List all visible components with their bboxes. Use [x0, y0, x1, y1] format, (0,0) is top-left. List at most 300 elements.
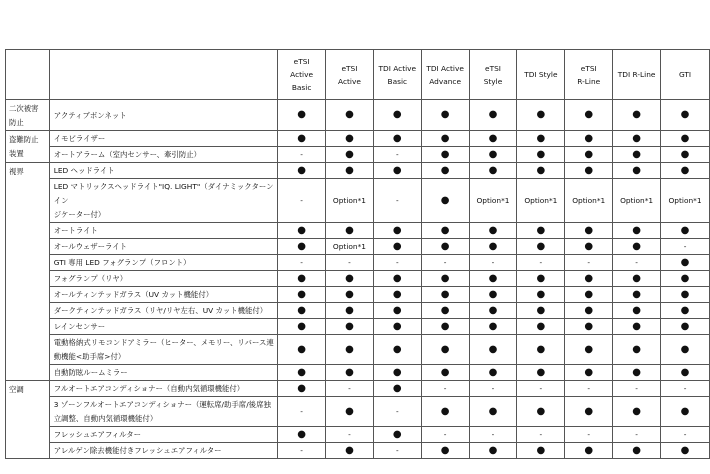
value-cell [373, 381, 421, 397]
value-cell [661, 147, 710, 163]
value-cell [613, 147, 661, 163]
standard-mark: ● [536, 366, 546, 378]
standard-mark: ● [440, 148, 450, 160]
standard-mark: ● [345, 304, 354, 316]
standard-mark: ● [632, 148, 641, 160]
not-available-mark: - [300, 445, 303, 455]
value-cell [661, 223, 710, 239]
standard-mark: ● [536, 132, 546, 144]
value-cell [613, 397, 661, 427]
value-cell [373, 255, 421, 271]
value-cell [326, 131, 374, 147]
value-cell [661, 365, 710, 381]
value-cell [613, 239, 661, 255]
table-row [6, 397, 710, 427]
column-header-line: Basic [291, 83, 312, 92]
value-cell [421, 223, 469, 239]
value-cell [373, 443, 421, 459]
standard-mark: ● [488, 304, 498, 316]
standard-mark: ● [297, 366, 306, 378]
value-cell [517, 223, 565, 239]
value-cell [469, 147, 517, 163]
value-cell [565, 365, 613, 381]
standard-mark: ● [584, 164, 594, 176]
standard-mark: ● [536, 164, 546, 176]
standard-mark: ● [680, 405, 690, 417]
standard-mark: ● [392, 343, 402, 355]
not-available-mark: - [395, 445, 399, 455]
value-cell [326, 147, 374, 163]
not-available-mark: - [587, 257, 591, 267]
standard-mark: ● [297, 382, 306, 394]
item-cell [49, 427, 277, 443]
standard-mark: ● [536, 304, 546, 316]
value-cell [278, 287, 326, 303]
value-cell [278, 303, 326, 319]
standard-mark: ● [392, 164, 402, 176]
not-available-mark: - [443, 257, 447, 267]
item-label: フォグランプ（リヤ） [53, 274, 128, 283]
not-available-mark: - [539, 257, 543, 267]
item-label: 3 ゾーンフルオートエアコンディショナー（運転席/助手席/後席独 [53, 400, 271, 409]
standard-mark: ● [345, 132, 354, 144]
value-cell [278, 179, 326, 223]
column-header [326, 50, 374, 100]
standard-mark: ● [584, 343, 594, 355]
standard-mark: ● [680, 320, 690, 332]
table-row [6, 335, 710, 365]
value-cell [469, 443, 517, 459]
value-cell [661, 287, 710, 303]
table-row [6, 100, 710, 131]
standard-mark: ● [632, 366, 641, 378]
standard-mark: ● [440, 194, 450, 206]
column-header [469, 50, 517, 100]
item-cell [49, 381, 277, 397]
value-cell [517, 443, 565, 459]
standard-mark: ● [297, 164, 306, 176]
standard-mark: ● [297, 428, 306, 440]
standard-mark: ● [488, 343, 498, 355]
value-cell [469, 397, 517, 427]
standard-mark: ● [632, 109, 641, 120]
value-cell [565, 271, 613, 287]
value-cell [661, 381, 710, 397]
value-cell [421, 365, 469, 381]
standard-mark: ● [440, 109, 450, 120]
value-cell [373, 397, 421, 427]
standard-mark: ● [440, 304, 450, 316]
standard-mark: ● [345, 272, 354, 284]
column-header [517, 50, 565, 100]
value-cell [373, 163, 421, 179]
not-available-mark: - [395, 257, 399, 267]
category-label: 視界 [9, 167, 24, 176]
value-cell [421, 335, 469, 365]
standard-mark: ● [680, 366, 690, 378]
standard-mark: ● [680, 132, 690, 144]
value-cell [613, 163, 661, 179]
value-cell [517, 147, 565, 163]
standard-mark: ● [297, 109, 306, 120]
column-header-line: eTSI [293, 57, 310, 66]
standard-mark: ● [680, 224, 690, 236]
value-cell [326, 179, 374, 223]
standard-mark: ● [536, 240, 546, 252]
value-cell [469, 223, 517, 239]
item-label: オールティンテッドガラス（UV カット機能付） [53, 290, 214, 299]
item-cell [49, 100, 277, 131]
standard-mark: ● [584, 148, 594, 160]
standard-mark: ● [680, 256, 690, 268]
table-row [6, 255, 710, 271]
standard-mark: ● [488, 132, 498, 144]
value-cell [373, 427, 421, 443]
item-cell [49, 179, 277, 223]
item-cell [49, 239, 277, 255]
category-label: 防止 [9, 118, 24, 127]
column-header-line: GTI [678, 70, 692, 79]
standard-mark: ● [488, 240, 498, 252]
standard-mark: ● [680, 272, 690, 284]
value-cell [278, 223, 326, 239]
standard-mark: ● [488, 320, 498, 332]
option-label: Option*1 [620, 195, 654, 205]
value-cell [613, 255, 661, 271]
not-available-mark: - [683, 429, 687, 439]
value-cell [278, 397, 326, 427]
standard-mark: ● [440, 343, 450, 355]
value-cell [278, 239, 326, 255]
value-cell [613, 271, 661, 287]
item-label: 自動防眩ルームミラー [53, 368, 128, 377]
not-available-mark: - [395, 195, 399, 205]
value-cell [278, 163, 326, 179]
value-cell [517, 319, 565, 335]
column-header-line: eTSI [341, 63, 358, 73]
not-available-mark: - [443, 429, 447, 439]
value-cell [373, 303, 421, 319]
standard-mark: ● [440, 405, 450, 417]
standard-mark: ● [392, 240, 402, 252]
standard-mark: ● [632, 224, 641, 236]
value-cell [278, 100, 326, 131]
column-header-line: TDI Active [426, 63, 464, 73]
item-cell [49, 131, 277, 147]
value-cell [613, 287, 661, 303]
value-cell [661, 319, 710, 335]
not-available-mark: - [300, 257, 303, 267]
value-cell [326, 381, 374, 397]
item-label: LED マトリックスヘッドライト"IQ. LIGHT"（ダイナミックターンイン [53, 182, 274, 205]
standard-mark: ● [345, 109, 354, 120]
value-cell [613, 303, 661, 319]
value-cell [565, 287, 613, 303]
value-cell [469, 239, 517, 255]
standard-mark: ● [632, 405, 641, 417]
value-cell [565, 335, 613, 365]
column-header [421, 50, 469, 100]
standard-mark: ● [488, 109, 498, 120]
column-header [565, 50, 613, 100]
standard-mark: ● [680, 109, 690, 120]
category-label: 空調 [9, 385, 24, 394]
option-label: Option*1 [332, 195, 366, 205]
value-cell [278, 427, 326, 443]
item-cell [49, 163, 277, 179]
item-cell [49, 335, 277, 365]
value-cell [565, 319, 613, 335]
value-cell [565, 239, 613, 255]
standard-mark: ● [680, 304, 690, 316]
category-label: 盗難防止 [9, 135, 39, 144]
standard-mark: ● [632, 240, 641, 252]
value-cell [421, 303, 469, 319]
standard-mark: ● [345, 148, 354, 160]
value-cell [326, 163, 374, 179]
standard-mark: ● [632, 164, 641, 176]
standard-mark: ● [297, 343, 306, 355]
standard-mark: ● [392, 132, 402, 144]
value-cell [326, 365, 374, 381]
table-row [6, 163, 710, 179]
value-cell [278, 131, 326, 147]
value-cell [517, 239, 565, 255]
column-header-line: eTSI [580, 63, 597, 73]
standard-mark: ● [345, 224, 354, 236]
standard-mark: ● [297, 240, 306, 252]
standard-mark: ● [392, 109, 402, 120]
standard-mark: ● [632, 444, 641, 456]
value-cell [517, 381, 565, 397]
value-cell [613, 365, 661, 381]
standard-mark: ● [632, 132, 641, 144]
value-cell [373, 223, 421, 239]
item-cell [49, 147, 277, 163]
item-label: フレッシュエアフィルター [53, 430, 142, 439]
column-header-line: Active [338, 76, 361, 86]
not-available-mark: - [683, 383, 687, 393]
standard-mark: ● [536, 343, 546, 355]
table-body [6, 100, 710, 459]
value-cell [326, 223, 374, 239]
not-available-mark: - [348, 257, 351, 267]
value-cell [517, 179, 565, 223]
table-row [6, 271, 710, 287]
standard-mark: ● [632, 288, 641, 300]
value-cell [326, 100, 374, 131]
standard-mark: ● [392, 272, 402, 284]
standard-mark: ● [392, 366, 402, 378]
standard-mark: ● [392, 428, 402, 440]
option-label: Option*1 [668, 195, 702, 205]
standard-mark: ● [584, 224, 594, 236]
header-blank-category [6, 50, 50, 100]
value-cell [421, 381, 469, 397]
standard-mark: ● [345, 164, 354, 176]
column-header-line: Active [290, 70, 314, 79]
standard-mark: ● [392, 382, 402, 394]
standard-mark: ● [680, 164, 690, 176]
value-cell [421, 100, 469, 131]
item-cell [49, 443, 277, 459]
table-row [6, 319, 710, 335]
value-cell [373, 319, 421, 335]
value-cell [565, 397, 613, 427]
item-cell [49, 319, 277, 335]
not-available-mark: - [491, 429, 495, 439]
value-cell [565, 223, 613, 239]
standard-mark: ● [297, 132, 306, 144]
value-cell [565, 381, 613, 397]
item-label: 電動格納式リモコンドアミラー（ヒーター、メモリー、リバース連 [53, 338, 274, 347]
value-cell [278, 365, 326, 381]
value-cell [421, 287, 469, 303]
value-cell [661, 163, 710, 179]
spec-sheet [5, 49, 710, 459]
value-cell [613, 100, 661, 131]
not-available-mark: - [443, 383, 447, 393]
standard-mark: ● [488, 405, 498, 417]
value-cell [373, 179, 421, 223]
column-header [278, 50, 326, 100]
value-cell [661, 179, 710, 223]
standard-mark: ● [632, 320, 641, 332]
option-label: Option*1 [476, 195, 510, 205]
value-cell [373, 100, 421, 131]
value-cell [517, 303, 565, 319]
value-cell [565, 147, 613, 163]
value-cell [421, 397, 469, 427]
value-cell [469, 319, 517, 335]
item-cell [49, 271, 277, 287]
value-cell [469, 427, 517, 443]
item-label: レインセンサー [53, 322, 106, 331]
not-available-mark: - [300, 195, 303, 205]
value-cell [517, 365, 565, 381]
standard-mark: ● [345, 320, 354, 332]
value-cell [661, 100, 710, 131]
column-header-line: eTSI [485, 63, 501, 73]
value-cell [613, 381, 661, 397]
standard-mark: ● [536, 148, 546, 160]
standard-mark: ● [536, 444, 546, 456]
item-label: LED ヘッドライト [53, 166, 115, 175]
value-cell [469, 131, 517, 147]
standard-mark: ● [392, 304, 402, 316]
table-row [6, 179, 710, 223]
standard-mark: ● [297, 224, 306, 236]
value-cell [326, 239, 374, 255]
value-cell [661, 427, 710, 443]
standard-mark: ● [488, 148, 498, 160]
standard-mark: ● [440, 444, 450, 456]
table-row [6, 239, 710, 255]
standard-mark: ● [488, 224, 498, 236]
value-cell [613, 443, 661, 459]
column-header [613, 50, 661, 100]
table-row [6, 147, 710, 163]
value-cell [326, 427, 374, 443]
not-available-mark: - [491, 383, 495, 393]
value-cell [469, 179, 517, 223]
value-cell [565, 163, 613, 179]
column-header [373, 50, 421, 100]
standard-mark: ● [440, 288, 450, 300]
table-row [6, 381, 710, 397]
value-cell [661, 239, 710, 255]
not-available-mark: - [491, 257, 495, 267]
value-cell [421, 179, 469, 223]
not-available-mark: - [683, 241, 687, 251]
item-cell [49, 303, 277, 319]
column-header-line: TDI Style [524, 70, 558, 79]
item-label: 動機能<助手席>付） [53, 352, 126, 361]
value-cell [613, 319, 661, 335]
standard-mark: ● [392, 288, 402, 300]
standard-mark: ● [680, 148, 690, 160]
value-cell [421, 163, 469, 179]
equipment-table [5, 49, 710, 459]
value-cell [373, 287, 421, 303]
value-cell [517, 427, 565, 443]
value-cell [565, 131, 613, 147]
value-cell [469, 287, 517, 303]
item-cell [49, 287, 277, 303]
table-row [6, 427, 710, 443]
value-cell [517, 271, 565, 287]
standard-mark: ● [488, 444, 498, 456]
standard-mark: ● [680, 444, 690, 456]
value-cell [278, 443, 326, 459]
standard-mark: ● [584, 366, 594, 378]
value-cell [373, 131, 421, 147]
table-row [6, 287, 710, 303]
not-available-mark: - [395, 149, 399, 159]
standard-mark: ● [488, 164, 498, 176]
category-cell [6, 381, 50, 459]
value-cell [613, 131, 661, 147]
not-available-mark: - [348, 383, 351, 393]
not-available-mark: - [635, 257, 638, 267]
value-cell [661, 131, 710, 147]
value-cell [661, 271, 710, 287]
standard-mark: ● [584, 320, 594, 332]
not-available-mark: - [635, 429, 638, 439]
standard-mark: ● [488, 288, 498, 300]
value-cell [517, 163, 565, 179]
value-cell [661, 255, 710, 271]
value-cell [565, 179, 613, 223]
option-label: Option*1 [572, 195, 606, 205]
value-cell [565, 303, 613, 319]
value-cell [469, 303, 517, 319]
value-cell [278, 381, 326, 397]
header-blank-item [49, 50, 277, 100]
value-cell [661, 443, 710, 459]
value-cell [373, 365, 421, 381]
item-label: オートライト [53, 226, 98, 235]
item-label: オートアラーム（室内センサー、牽引防止） [53, 150, 202, 159]
value-cell [565, 100, 613, 131]
header-row [6, 50, 710, 100]
value-cell [421, 271, 469, 287]
column-header-line: TDI R-Line [617, 70, 656, 79]
category-label: 二次被害 [9, 104, 39, 113]
standard-mark: ● [536, 272, 546, 284]
category-cell [6, 163, 50, 381]
standard-mark: ● [440, 224, 450, 236]
